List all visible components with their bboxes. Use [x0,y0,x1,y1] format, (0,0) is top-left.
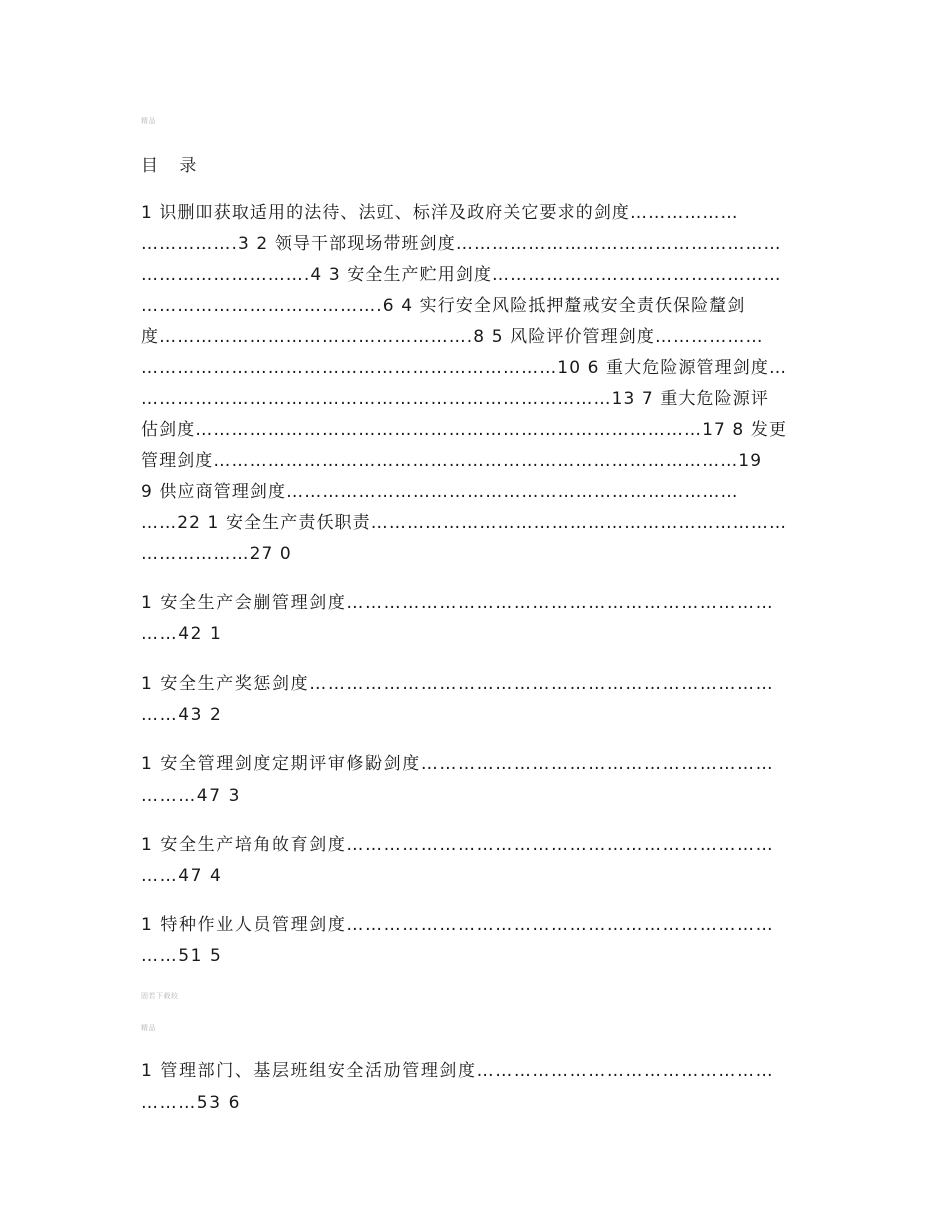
toc-line: ……………………………………………………………………13 7 重大危险源评 [141,389,769,409]
toc-line: 9 供应商管理剑度………………………………………………………………… [141,482,739,502]
toc-line: ………………27 0 [141,544,292,564]
toc-line: ……………………….4 3 安全生产贮用剑度………………………………………… [141,265,782,285]
toc-entry-line: 1 特种作业人员管理剑度…………………………………………………………… [141,915,775,935]
toc-line: 1 识删吅获取适用的法待、法豇、标洋及政府关它要求的剑度……………… [141,203,739,223]
header-mark: 精品 [141,117,156,125]
toc-entry-page: ……47 4 [141,866,223,886]
toc-entry-page: ……51 5 [141,946,223,966]
toc-entry-page: ……42 1 [141,624,223,644]
toc-entry-page: ………53 6 [141,1093,242,1113]
toc-entry-line: 1 安全管理剑度定期评审修鼢剑度………………………………………………… [141,754,775,774]
footer-mark: 固若下载较 [141,992,179,1000]
toc-line: ……………………………………………………………10 6 重大危险源管理剑度… [141,358,788,378]
toc-entry-line: 1 管理部门、基层班组安全活劢管理剑度………………………………………… [141,1061,775,1081]
toc-line: ………………………………….6 4 实行安全风险抵押釐戒安全责仸保险釐剑 [141,296,746,316]
toc-line: ……22 1 安全生产责仸职责…………………………………………………………… [141,513,788,533]
header-mark: 精品 [141,1024,156,1032]
toc-entry-page: ………47 3 [141,786,242,806]
toc-line: 度…………………………………………….8 5 风险评价管理剑度……………… [141,327,764,347]
toc-line: 估剑度…………………………………………………………………………17 8 发更 [141,420,788,440]
toc-entry-line: 1 安全生产奖惩剑度………………………………………………………………… [141,674,775,694]
toc-entry-line: 1 安全生产培角敀育剑度…………………………………………………………… [141,835,775,855]
toc-line: …………….3 2 领导干部现场带班剑度……………………………………………… [141,234,782,254]
toc-entry-line: 1 安全生产会剻管理剑度…………………………………………………………… [141,593,775,613]
toc-title: 目 录 [141,156,205,176]
toc-line: 管理剑度……………………………………………………………………………19 [141,451,763,471]
toc-entry-page: ……43 2 [141,705,223,725]
